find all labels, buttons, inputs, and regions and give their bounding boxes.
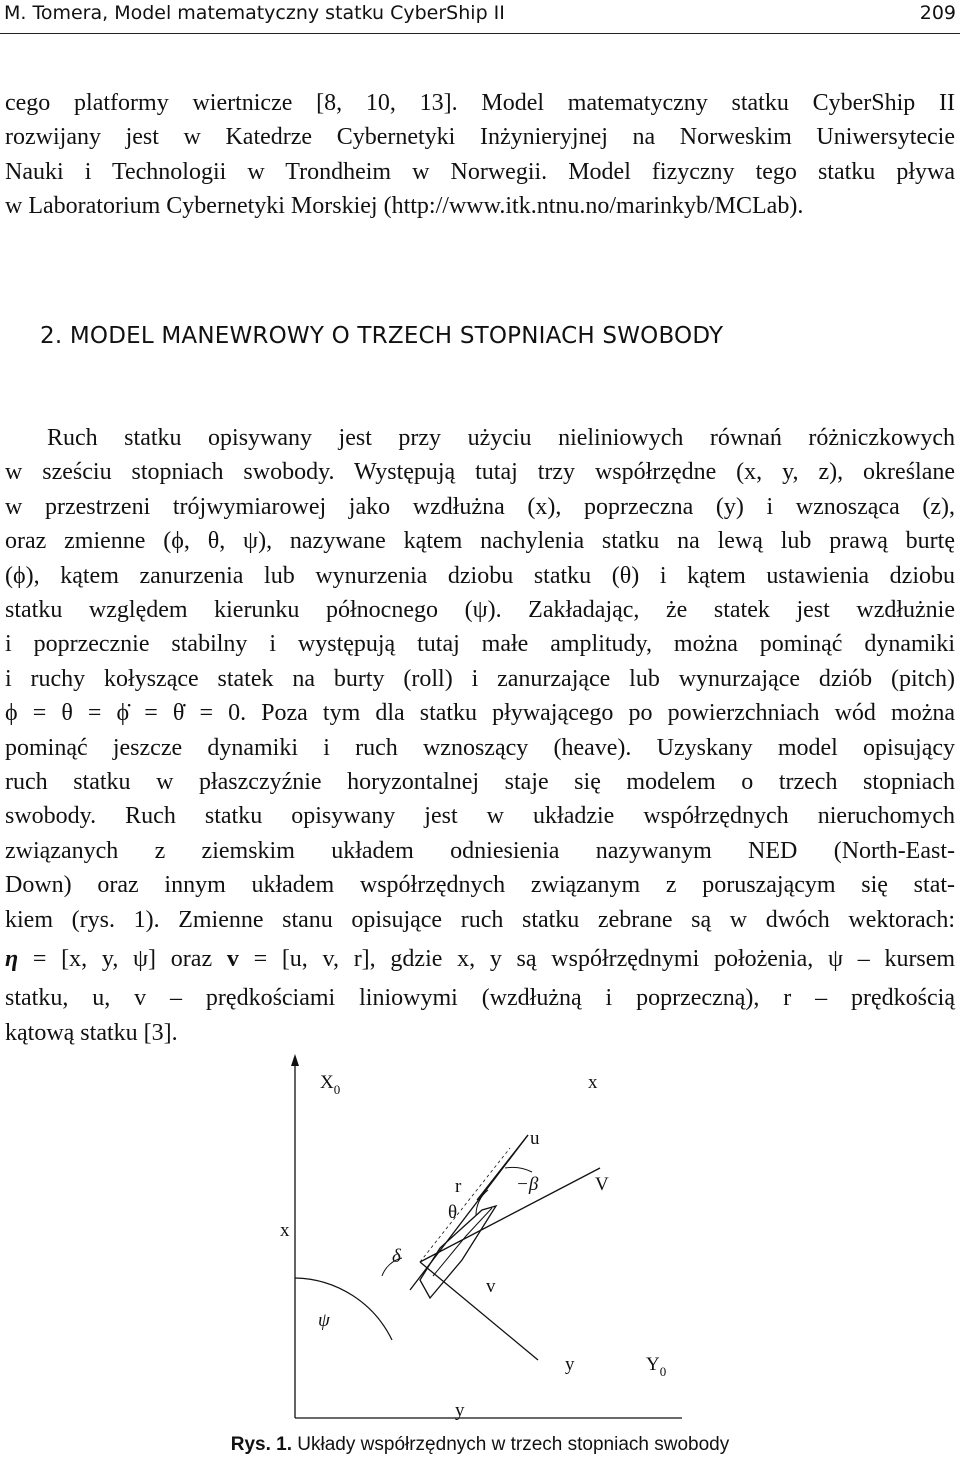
label-y-bottom: y [455, 1400, 465, 1421]
text-line: statku względem kierunku północnego (ψ). Zakładając, że statek jest wzdłużnie [5, 597, 955, 624]
paragraph-model [5, 421, 955, 1050]
text-line: i ruchy kołyszące statek na burty (roll) i zanurzające lub wynurzające dziób (pitch) [5, 665, 955, 692]
eta-definition: = [x, y, ψ] [32, 946, 157, 973]
caption-text: Układy współrzędnych w trzech stopniach swobody [297, 1434, 730, 1455]
text-line: rozwijany jest w Katedrze Cybernetyki Inżynieryjnej na Norweskim Uniwersytecie [5, 124, 955, 151]
text-line: Nauki i Technologii w Trondheim w Norwegii. Model fizyczny tego statku pływa [5, 158, 955, 185]
oraz-word: oraz [170, 946, 213, 973]
text-line: i poprzecznie stabilny i występują tutaj małe amplitudy, można pominąć dynamiki [5, 631, 955, 658]
psi-arc [295, 1278, 392, 1340]
label-r: r [455, 1176, 462, 1197]
text-line: w sześciu stopniach swobody. Występują tutaj trzy współrzędne (x, y, z), określane [5, 459, 955, 486]
text-line: (ϕ), kątem zanurzenia lub wynurzenia dziobu statku (θ) i kątem ustawienia dziobu [5, 562, 955, 589]
label-delta: δ [392, 1246, 401, 1267]
label-x0: $X_0$ [320, 1072, 341, 1097]
text-line: pominąć jeszcze dynamiki i ruch wznoszący (heave). Uzyskany model opisujący [5, 734, 955, 761]
text-line: w Laboratorium Cybernetyki Morskiej (http://www.itk.ntnu.no/marinkyb/MCLab). [5, 193, 804, 220]
label-u: u [530, 1128, 540, 1149]
text-line: w przestrzeni trójwymiarowej jako wzdłużna (x), poprzeczna (y) i wznosząca (z), [5, 493, 955, 520]
equation-remainder: gdzie x, y są współrzędnymi położenia, ψ – kursem [390, 946, 956, 973]
ship-centerline [433, 1208, 492, 1276]
text-line: statku, u, v – prędkościami liniowymi (wzdłużną i poprzeczną), r – prędkością [5, 985, 955, 1012]
text-line: kątową statku [3]. [5, 1019, 178, 1046]
text-line: cego platformy wiertnicze [8, 10, 13]. Model matematyczny statku CyberShip II [5, 90, 955, 116]
label-y0: $Y_0$ [646, 1354, 667, 1379]
label-beta: −β [516, 1174, 539, 1195]
label-y-right: y [565, 1354, 575, 1375]
v-symbol: v [226, 946, 239, 973]
running-title: M. Tomera, Model matematyczny statku CyberShip II [4, 2, 505, 24]
body-y-axis [420, 1262, 538, 1360]
caption-label: Rys. 1. [230, 1434, 293, 1455]
label-x-top: x [588, 1072, 598, 1093]
header-rule [0, 33, 960, 34]
text-line: ruch statku w płaszczyźnie horyzontalnej staje się modelem o trzech stopniach [5, 769, 955, 796]
equation-line [5, 937, 955, 981]
heading-line [420, 1148, 510, 1262]
label-x-left: x [280, 1220, 290, 1241]
page-number: 209 [919, 2, 956, 24]
label-psi: ψ [318, 1310, 330, 1331]
text-line: oraz zmienne (ϕ, θ, ψ), nazywane kątem nachylenia statku na lewą lub prawą burtę [5, 528, 955, 555]
paragraph-intro [5, 86, 955, 224]
section-heading: 2. MODEL MANEWROWY O TRZECH STOPNIACH SWOBODY [40, 323, 724, 349]
ship-hull [420, 1206, 496, 1298]
coordinate-systems-diagram [270, 1040, 690, 1440]
text-line: Ruch statku opisywany jest przy użyciu nieliniowych równań różniczkowych [47, 425, 955, 451]
text-line: związanych z ziemskim układem odniesienia nazywanym NED (North-East- [5, 837, 955, 864]
velocity-vector [420, 1168, 600, 1262]
beta-arc [505, 1167, 532, 1172]
figure-caption [0, 1434, 960, 1456]
text-line: ϕ = θ = ϕ̇ = θ̇ = 0. Poza tym dla statku pływającego po powierzchniach wód można [5, 700, 955, 727]
x0-arrow-icon [291, 1054, 299, 1066]
text-line: kiem (rys. 1). Zmienne stanu opisujące ruch statku zebrane są w dwóch wektorach: [5, 906, 955, 933]
label-v-capital: V [595, 1174, 609, 1195]
text-line: Down) oraz innym układem współrzędnych związanym z poruszającym się stat- [5, 872, 955, 899]
v-definition: = [u, v, r], [253, 946, 376, 973]
running-header [0, 0, 960, 30]
label-theta: θ [448, 1202, 458, 1223]
text-line: swobody. Ruch statku opisywany jest w układzie współrzędnych nieruchomych [5, 803, 955, 830]
eta-symbol: η [5, 946, 19, 973]
label-v: v [486, 1276, 496, 1297]
